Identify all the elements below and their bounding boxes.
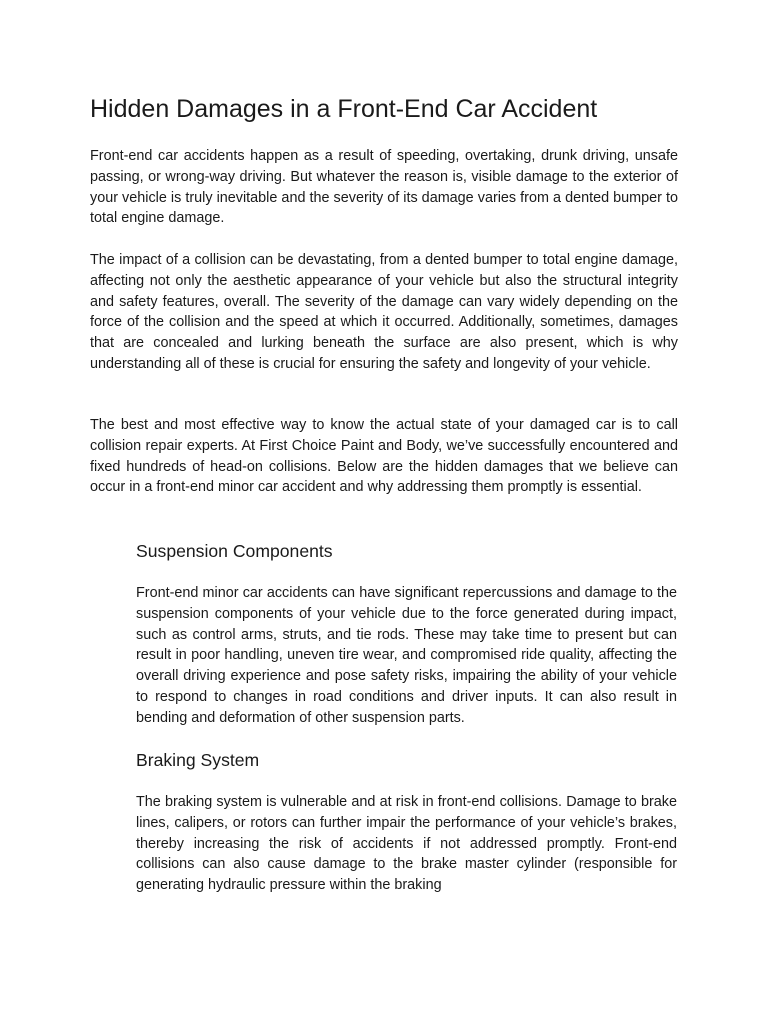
intro-paragraph: Front-end car accidents happen as a result of speeding, overtaking, drunk driving, unsafe passing, or wrong-way driving. But whatever the reason is, visible damage to the exterior of your vehicle is truly inevitable and the severity of its damage varies from a dented bumper to total engine damage. <box>90 148 678 227</box>
section-paragraph-braking: The braking system is vulnerable and at risk in front-end collisions. Damage to brake lines, calipers, or rotors can further impair the performance of your vehicle’s brakes, thereby increasing the risk of accidents if not addressed promptly. Front-end collisions can also cause damage to the brake master cylinder (responsible for generating hydraulic pressure within the braking <box>136 794 677 894</box>
section-heading-suspension: Suspension Components <box>136 541 333 561</box>
document-title: Hidden Damages in a Front-End Car Accident <box>90 95 598 123</box>
intro-paragraph: The impact of a collision can be devastating, from a dented bumper to total engine damage, affecting not only the aesthetic appearance of your vehicle but also the structural integrity and safety features, overall. The severity of the damage can vary widely depending on the force of the collision and the speed at which it occurred. Additionally, sometimes, damages that are concealed and lurking beneath the surface are also present, which is why understanding all of these is crucial for ensuring the safety and longevity of your vehicle. <box>90 252 678 372</box>
intro-paragraph: The best and most effective way to know the actual state of your damaged car is to call collision repair experts. At First Choice Paint and Body, we’ve successfully encountered and fixed hundreds of head-on collisions. Below are the hidden damages that we believe can occur in a front-end minor car accident and why addressing them promptly is essential. <box>90 417 678 496</box>
section-paragraph-suspension: Front-end minor car accidents can have significant repercussions and damage to the suspension components of your vehicle due to the force generated during impact, such as control arms, struts, and tie rods. These may take time to present but can result in poor handling, uneven tire wear, and compromised ride quality, affecting the overall driving experience and pose safety risks, impairing the ability of your vehicle to respond to changes in road conditions and driver inputs. It can also result in bending and deformation of other suspension parts. <box>136 585 677 726</box>
section-heading-braking: Braking System <box>136 750 260 770</box>
